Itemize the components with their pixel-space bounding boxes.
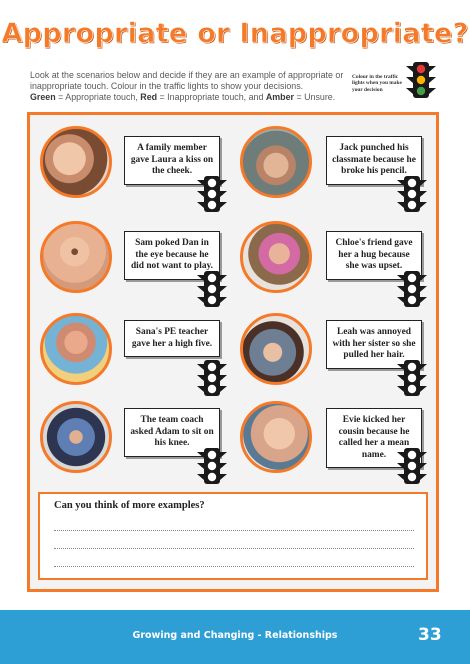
sitting-boy-photo: [40, 401, 112, 473]
traffic-light-5[interactable]: [195, 360, 229, 396]
red-text: = Inappropriate touch, and: [157, 92, 266, 103]
traffic-light-8[interactable]: [395, 448, 429, 484]
traffic-light-7[interactable]: [195, 448, 229, 484]
instructions-text: Look at the scenarios below and decide if they are an example of appropriate or inappropriate touch. Colour in the traffic lights to show your decisions.: [30, 70, 344, 92]
traffic-light-4[interactable]: [395, 271, 429, 307]
more-examples-question: Can you think of more examples?: [54, 500, 205, 511]
scenario-7-text: The team coach asked Adam to sit on his knee.: [124, 408, 220, 457]
hug-kiss-photo: [40, 126, 112, 198]
scenario-3-text: Sam poked Dan in the eye because he did not want to play.: [124, 231, 220, 280]
traffic-light-3[interactable]: [195, 271, 229, 307]
high-five-photo: [40, 313, 112, 385]
instructions: [30, 70, 350, 104]
scenario-4-text: Chloe's friend gave her a hug because she was upset.: [326, 231, 422, 280]
page-title: Appropriate or Inappropriate?: [1, 18, 469, 49]
traffic-light-6[interactable]: [395, 360, 429, 396]
amber-label: Amber: [265, 92, 294, 103]
green-label: Green: [30, 92, 56, 103]
red-label: Red: [140, 92, 158, 103]
traffic-light-1[interactable]: [195, 176, 229, 212]
footer-title: Growing and Changing - Relationships: [132, 630, 338, 641]
answer-line-1[interactable]: [54, 530, 414, 531]
scenario-2-text: Jack punched his classmate because he broke his pencil.: [326, 136, 422, 185]
knee-photo: [240, 401, 312, 473]
page-number: 33: [418, 625, 442, 645]
friends-hug-photo: [240, 221, 312, 293]
more-examples-box: [38, 492, 428, 580]
scenario-6-text: Leah was annoyed with her sister so she pulled her hair.: [326, 320, 422, 369]
legend-note: Colour in the traffic lights when you make your decision: [352, 74, 402, 93]
eye-photo: [40, 221, 112, 293]
scenario-1-text: A family member gave Laura a kiss on the cheek.: [124, 136, 220, 185]
footer-bar: [0, 610, 470, 664]
hair-pull-photo: [240, 313, 312, 385]
scenario-5-text: Sana's PE teacher gave her a high five.: [124, 320, 220, 357]
answer-line-3[interactable]: [54, 566, 414, 567]
traffic-light-2[interactable]: [395, 176, 429, 212]
amber-text: = Unsure.: [293, 92, 336, 103]
fist-photo: [240, 126, 312, 198]
answer-line-2[interactable]: [54, 548, 414, 549]
traffic-light-icon: [404, 60, 438, 100]
green-text: = Appropriate touch,: [55, 92, 141, 103]
scenario-8-text: Evie kicked her cousin because he called her a mean name.: [326, 408, 422, 468]
